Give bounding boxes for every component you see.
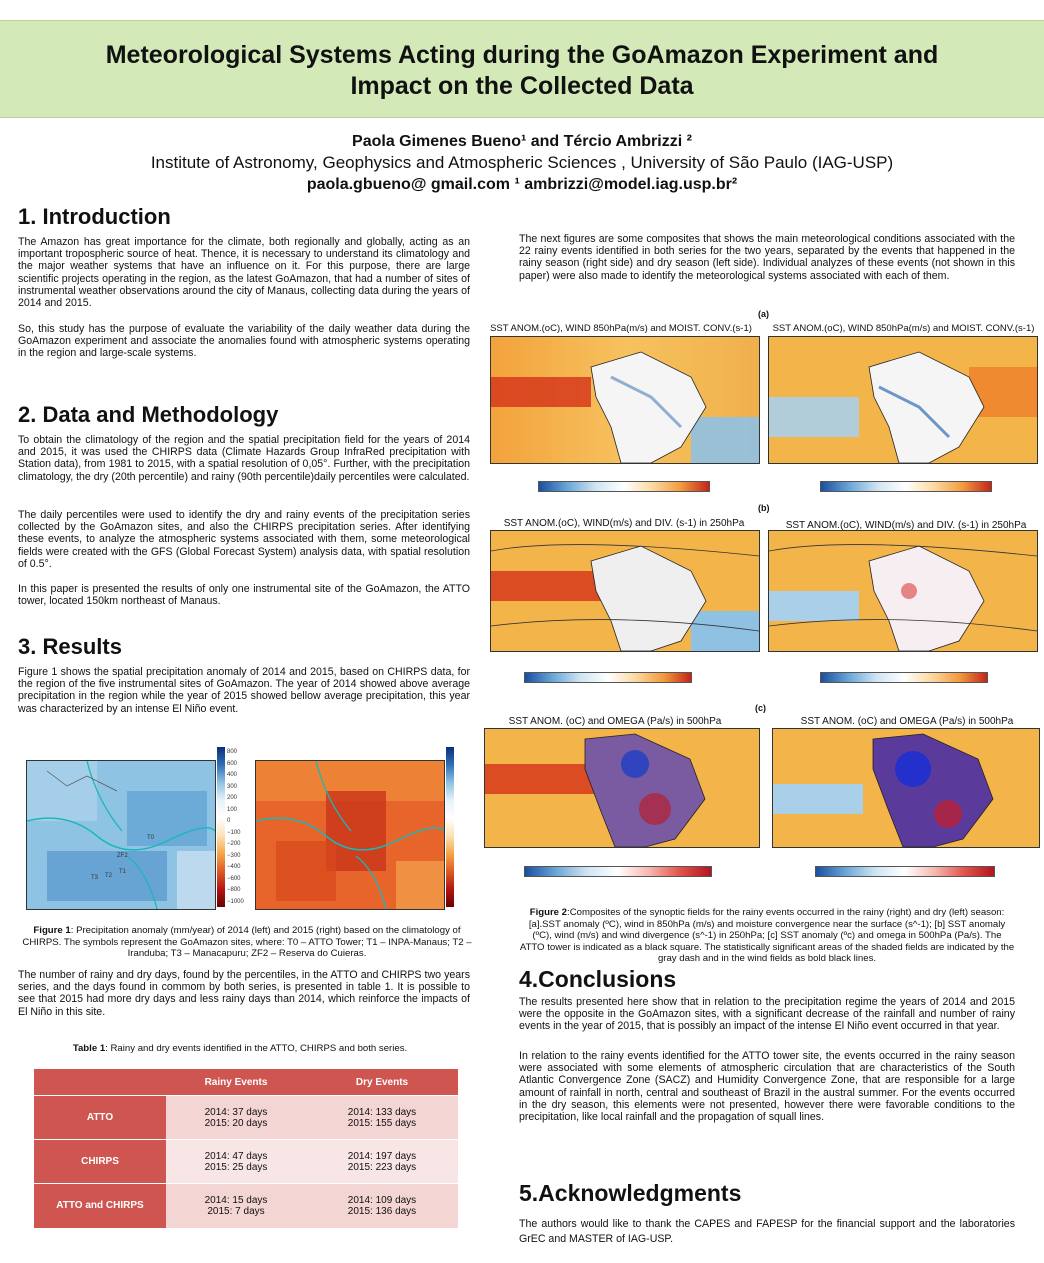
intro-p2: So, this study has the purpose of evaluate the variability of the daily weather data during the GoAmazon experiment and associate the anomalies found with atmospheric systems operating in the region and large-scale systems.	[18, 323, 470, 360]
table-header-dry: Dry Events	[306, 1069, 458, 1096]
site-label-t0: T0	[147, 835, 155, 841]
panel-a-label: (a)	[758, 309, 769, 319]
fig1-colorbar-left	[217, 747, 225, 907]
ack-heading: 5.Acknowledgments	[519, 1180, 742, 1206]
map-b-left	[490, 530, 760, 652]
fig1-map-2015	[255, 760, 445, 910]
institution: Institute of Astronomy, Geophysics and Atmospheric Sciences , University of São Paulo (IAG-USP)	[150, 153, 894, 172]
authors: Paola Gimenes Bueno¹ and Tércio Ambrizzi ²	[352, 133, 692, 150]
table-row: ATTO 2014: 37 days 2015: 20 days 2014: 133 days 2015: 155 days	[34, 1096, 458, 1140]
conclusions-p1: The results presented here show that in relation to the precipitation regime the years of 2014 and 2015 were the opposite in the GoAmazon sites, with a significant decrease of the rainfall and number of rainy events in the year of 2015, that is possibly an impact of the intense El Niño event occurred in that year.	[519, 996, 1015, 1033]
map-c-right	[772, 728, 1040, 848]
panel-b-label: (b)	[758, 503, 770, 513]
intro-heading: 1. Introduction	[18, 204, 171, 229]
map-a-left-colorbar	[538, 481, 710, 492]
map-c-right-colorbar	[815, 866, 995, 877]
map-a-right	[768, 336, 1038, 464]
map-c-left-title: SST ANOM. (oC) and OMEGA (Pa/s) in 500hPa	[508, 716, 722, 727]
methods-heading: 2. Data and Methodology	[18, 402, 279, 427]
map-c-right-title: SST ANOM. (oC) and OMEGA (Pa/s) in 500hPa	[800, 716, 1014, 727]
intro-p1: The Amazon has great importance for the climate, both regionally and globally, acting as an important tropospheric source of heat. Thence, it is necessary to understand its climatology and the major weather systems that have an influence on it. For this purpose, there are large scientific projects operating in the region, as the latest GoAmazon, that had a number of sites of instrumental weather observations around the city of Manaus, collecting data during the years of 2014 and 2015.	[18, 236, 470, 310]
table-row: ATTO and CHIRPS 2014: 15 days 2015: 7 days 2014: 109 days 2015: 136 days	[34, 1184, 458, 1228]
map-b-left-title: SST ANOM.(oC), WIND(m/s) and DIV. (s-1) in 250hPa	[503, 518, 745, 529]
site-label-zf2: ZF2	[117, 853, 128, 859]
map-b-right-title: SST ANOM.(oC), WIND(m/s) and DIV. (s-1) in 250hPa	[785, 520, 1027, 531]
fig1-caption: Figure 1: Precipitation anomaly (mm/year) of 2014 (left) and 2015 (right) based on the climatology of CHIRPS. The symbols represent the GoAmazon sites, where: T0 – ATTO Tower; T1 – INPA-Manaus; T2 – Iranduba; T3 – Manacapuru; ZF2 – Reserva do Cuieras.	[22, 925, 472, 959]
results-table	[34, 1069, 458, 1228]
table1-caption: Table 1: Rainy and dry events identified in the ATTO, CHIRPS and both series.	[72, 1043, 408, 1054]
fig1-colorbar-left-ticks: 800 600 400 300 200 100 0 −100 −200 −300 −400 −600 −800 −1000	[227, 749, 244, 905]
map-b-right	[768, 530, 1038, 652]
methods-p1: To obtain the climatology of the region and the spatial precipitation field for the years of 2014 and 2015, it was used the CHIRPS data (Climate Hazards Group InfraRed precipitation with Station data), from 1981 to 2015, with a spatial resolution of 0,05°. Further, with the precipitation climatology, the dry (20th percentile) and rainy (90th percentile)daily percentiles were calculated.	[18, 434, 470, 483]
conclusions-heading: 4.Conclusions	[519, 966, 677, 992]
fig1-colorbar-right	[446, 747, 454, 907]
results-heading: 3. Results	[18, 634, 122, 659]
map-b-left-colorbar	[524, 672, 692, 683]
methods-p2: The daily percentiles were used to identify the dry and rainy events of the precipitation series collected by the GoAmazon sites, and also the CHIRPS precipitation series. After identifying these events, to analyze the atmospheric systems associated with them, some meteorological fields were created with the GFS (Global Forecast System) analysis data, with spatial resolution of 0.5°.	[18, 509, 470, 570]
map-c-left-colorbar	[524, 866, 712, 877]
map-a-left	[490, 336, 760, 464]
site-label-t3: T3	[91, 875, 99, 881]
site-label-t1: T1	[119, 869, 127, 875]
fig2-caption: Figure 2:Composites of the synoptic fields for the rainy events occurred in the rainy (right) and dry (left) season: [a].SST anomaly (ºC), wind in 850hPa (m/s) and moisture convergence near the surface (s^-1); [b] SST anomaly (ºC), wind (m/s) and wind divergence (s^-1) in 250hPa; [c] SST anomaly (ºc) and omega in 500hPa (Pa/s). The ATTO tower is indicated as a black square. The statistically significant areas of the shaded fields are indicated by the gray dash and in the wind fields as bold black lines.	[519, 907, 1015, 964]
site-label-t2: T2	[105, 873, 113, 879]
conclusions-p2: In relation to the rainy events identified for the ATTO tower site, the events occurred in the rainy season were associated with some elements of atmospheric circulation that are characteristics of the South Atlantic Convergence Zone (SACZ) and Humidity Convergence Zone, that are responsible for a large amount of rainfall in north, central and southeast of Brazil in the austral summer. For the events occurred in the dry season, this elements were not presented, however there were favorable conditions to the precipitation, like local rainfall and the propagation of squall lines.	[519, 1050, 1015, 1124]
map-b-right-colorbar	[820, 672, 988, 683]
emails: paola.gbueno@ gmail.com ¹ ambrizzi@model.iag.usp.br²	[306, 176, 738, 193]
map-c-left	[484, 728, 760, 848]
fig1-map-2014	[26, 760, 216, 910]
map-a-right-title: SST ANOM.(oC), WIND 850hPa(m/s) and MOIST. CONV.(s-1)	[772, 323, 1035, 334]
map-a-left-title: SST ANOM.(oC), WIND 850hPa(m/s) and MOIST. CONV.(s-1)	[490, 323, 752, 334]
results-p2: The number of rainy and dry days, found by the percentiles, in the ATTO and CHIRPS two years series, and the days found in commom by both series, is presented in table 1. It is possible to see that 2015 had more dry days and less rainy days than 2014, which reinforce the impacts of El Niño in this site.	[18, 969, 470, 1018]
results-p1: Figure 1 shows the spatial precipitation anomaly of 2014 and 2015, based on CHIRPS data, for the region of the five instrumental sites of GoAmazon. The year of 2014 showed above average precipitation in the region while the year of 2015 showed bellow average precipitation, this year was characterized by an intense El Niño event.	[18, 666, 470, 715]
ack-p1: The authors would like to thank the CAPES and FAPESP for the financial support and the laboratories GrEC and MASTER of IAG-USP.	[519, 1218, 1015, 1245]
table-header-rainy: Rainy Events	[166, 1069, 306, 1096]
table-row: CHIRPS 2014: 47 days 2015: 25 days 2014: 197 days 2015: 223 days	[34, 1140, 458, 1184]
poster-title: Meteorological Systems Acting during the GoAmazon Experiment and Impact on the Collected Data	[105, 41, 939, 100]
figures-intro: The next figures are some composites that shows the main meteorological conditions associated with the 22 rainy events identified in both series for the two years, separated by the events that happened in the rainy season (right side) and dry season (left side). Individual analyzes of these events (not shown in this paper) were also made to identify the meteorological systems associated with each of them.	[519, 233, 1015, 282]
methods-p3: In this paper is presented the results of only one instrumental site of the GoAmazon, the ATTO tower, located 150km northeast of Manaus.	[18, 583, 470, 608]
panel-c-label: (c)	[755, 703, 766, 713]
map-a-right-colorbar	[820, 481, 992, 492]
